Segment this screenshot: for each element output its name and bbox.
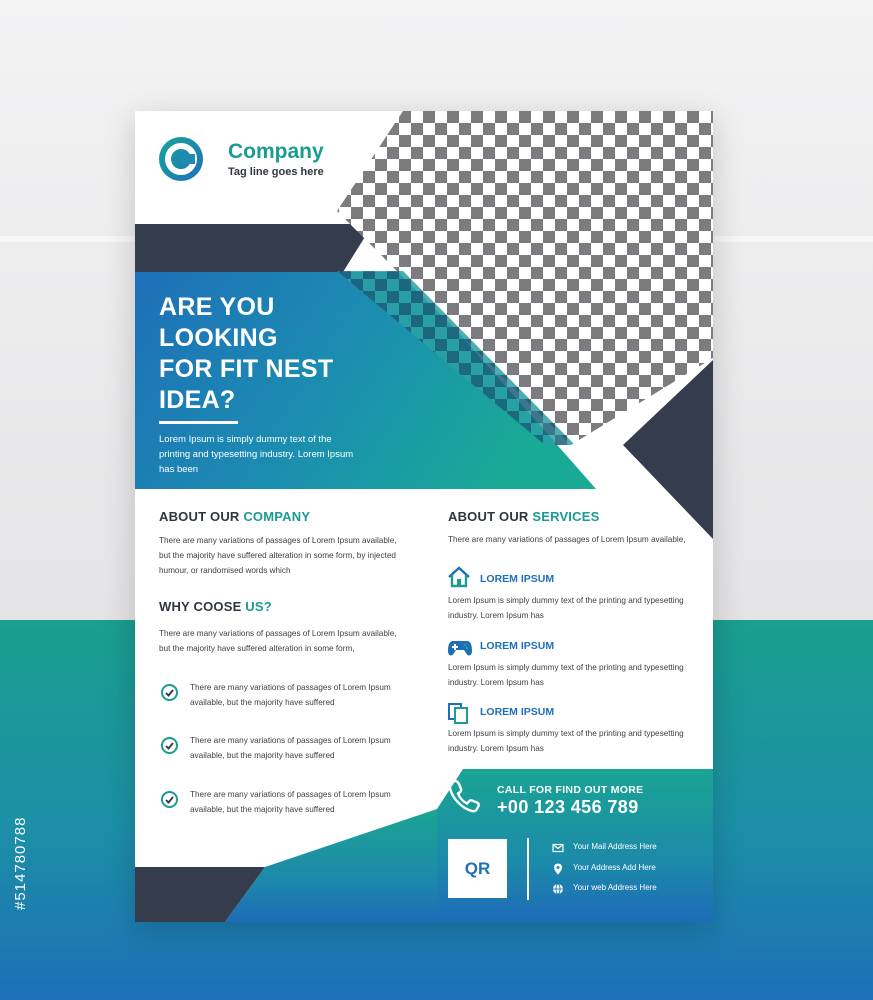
- why-choose-item: There are many variations of passages of Lorem Ipsum available, but the majority have suffered: [190, 683, 391, 707]
- contact-divider: [527, 838, 529, 900]
- service-text: Lorem Ipsum is simply dummy text of the printing and typesetting industry. Lorem Ipsum has: [448, 663, 684, 687]
- house-icon: [447, 566, 471, 588]
- location-icon: [552, 862, 564, 874]
- header-navy-bar: [135, 224, 373, 272]
- service-title: LOREM IPSUM: [480, 706, 555, 718]
- service-title: LOREM IPSUM: [480, 640, 555, 652]
- about-company-title: ABOUT OUR COMPANY: [159, 509, 311, 524]
- mail-icon: [552, 841, 564, 853]
- company-name: Company: [228, 140, 324, 163]
- about-services-text: There are many variations of passages of Lorem Ipsum available,: [448, 535, 686, 544]
- headline-underline: [159, 421, 238, 424]
- check-icon: [161, 737, 178, 754]
- service-text: Lorem Ipsum is simply dummy text of the printing and typesetting industry. Lorem Ipsum has: [448, 729, 684, 753]
- company-tagline: Tag line goes here: [228, 166, 324, 178]
- check-icon: [161, 791, 178, 808]
- headline-line: LOOKING: [159, 324, 278, 352]
- hero-headline: [159, 292, 379, 416]
- call-label: CALL FOR FIND OUT MORE: [497, 784, 644, 796]
- flyer-page: [135, 111, 713, 922]
- phone-number: +00 123 456 789: [497, 797, 639, 817]
- footer-gradient-wedge: [225, 809, 437, 922]
- check-icon: [161, 684, 178, 701]
- qr-code-placeholder: QR: [448, 839, 507, 898]
- about-company-text: There are many variations of passages of Lorem Ipsum available, but the majority have suffered alteration in some form, by injected humour, or randomised words which: [159, 536, 397, 575]
- globe-icon: [552, 882, 564, 894]
- headline-line: FOR FIT NEST: [159, 355, 334, 383]
- headline-line: IDEA?: [159, 386, 236, 414]
- why-choose-title: WHY COOSE US?: [159, 599, 272, 614]
- service-title: LOREM IPSUM: [480, 573, 555, 585]
- why-choose-item: There are many variations of passages of Lorem Ipsum available, but the majority have suffered: [190, 790, 391, 814]
- about-services-title: ABOUT OUR SERVICES: [448, 509, 600, 524]
- contact-mail: Your Mail Address Here: [573, 842, 657, 851]
- hero-description: Lorem Ipsum is simply dummy text of the printing and typesetting industry. Lorem Ipsum has been: [159, 434, 354, 475]
- phone-icon: [448, 779, 480, 813]
- why-choose-text: There are many variations of passages of Lorem Ipsum available, but the majority have suffered alteration in some form,: [159, 629, 397, 653]
- gamepad-icon: [447, 638, 471, 660]
- contact-web: Your web Address Here: [573, 883, 657, 892]
- why-choose-item: There are many variations of passages of Lorem Ipsum available, but the majority have suffered: [190, 736, 391, 760]
- stock-id-watermark: #514780788: [12, 816, 29, 910]
- service-text: Lorem Ipsum is simply dummy text of the printing and typesetting industry. Lorem Ipsum has: [448, 596, 684, 620]
- contact-address: Your Address Add Here: [573, 863, 656, 872]
- headline-line: ARE YOU: [159, 293, 275, 321]
- copy-icon: [447, 702, 471, 724]
- company-logo: [159, 137, 203, 181]
